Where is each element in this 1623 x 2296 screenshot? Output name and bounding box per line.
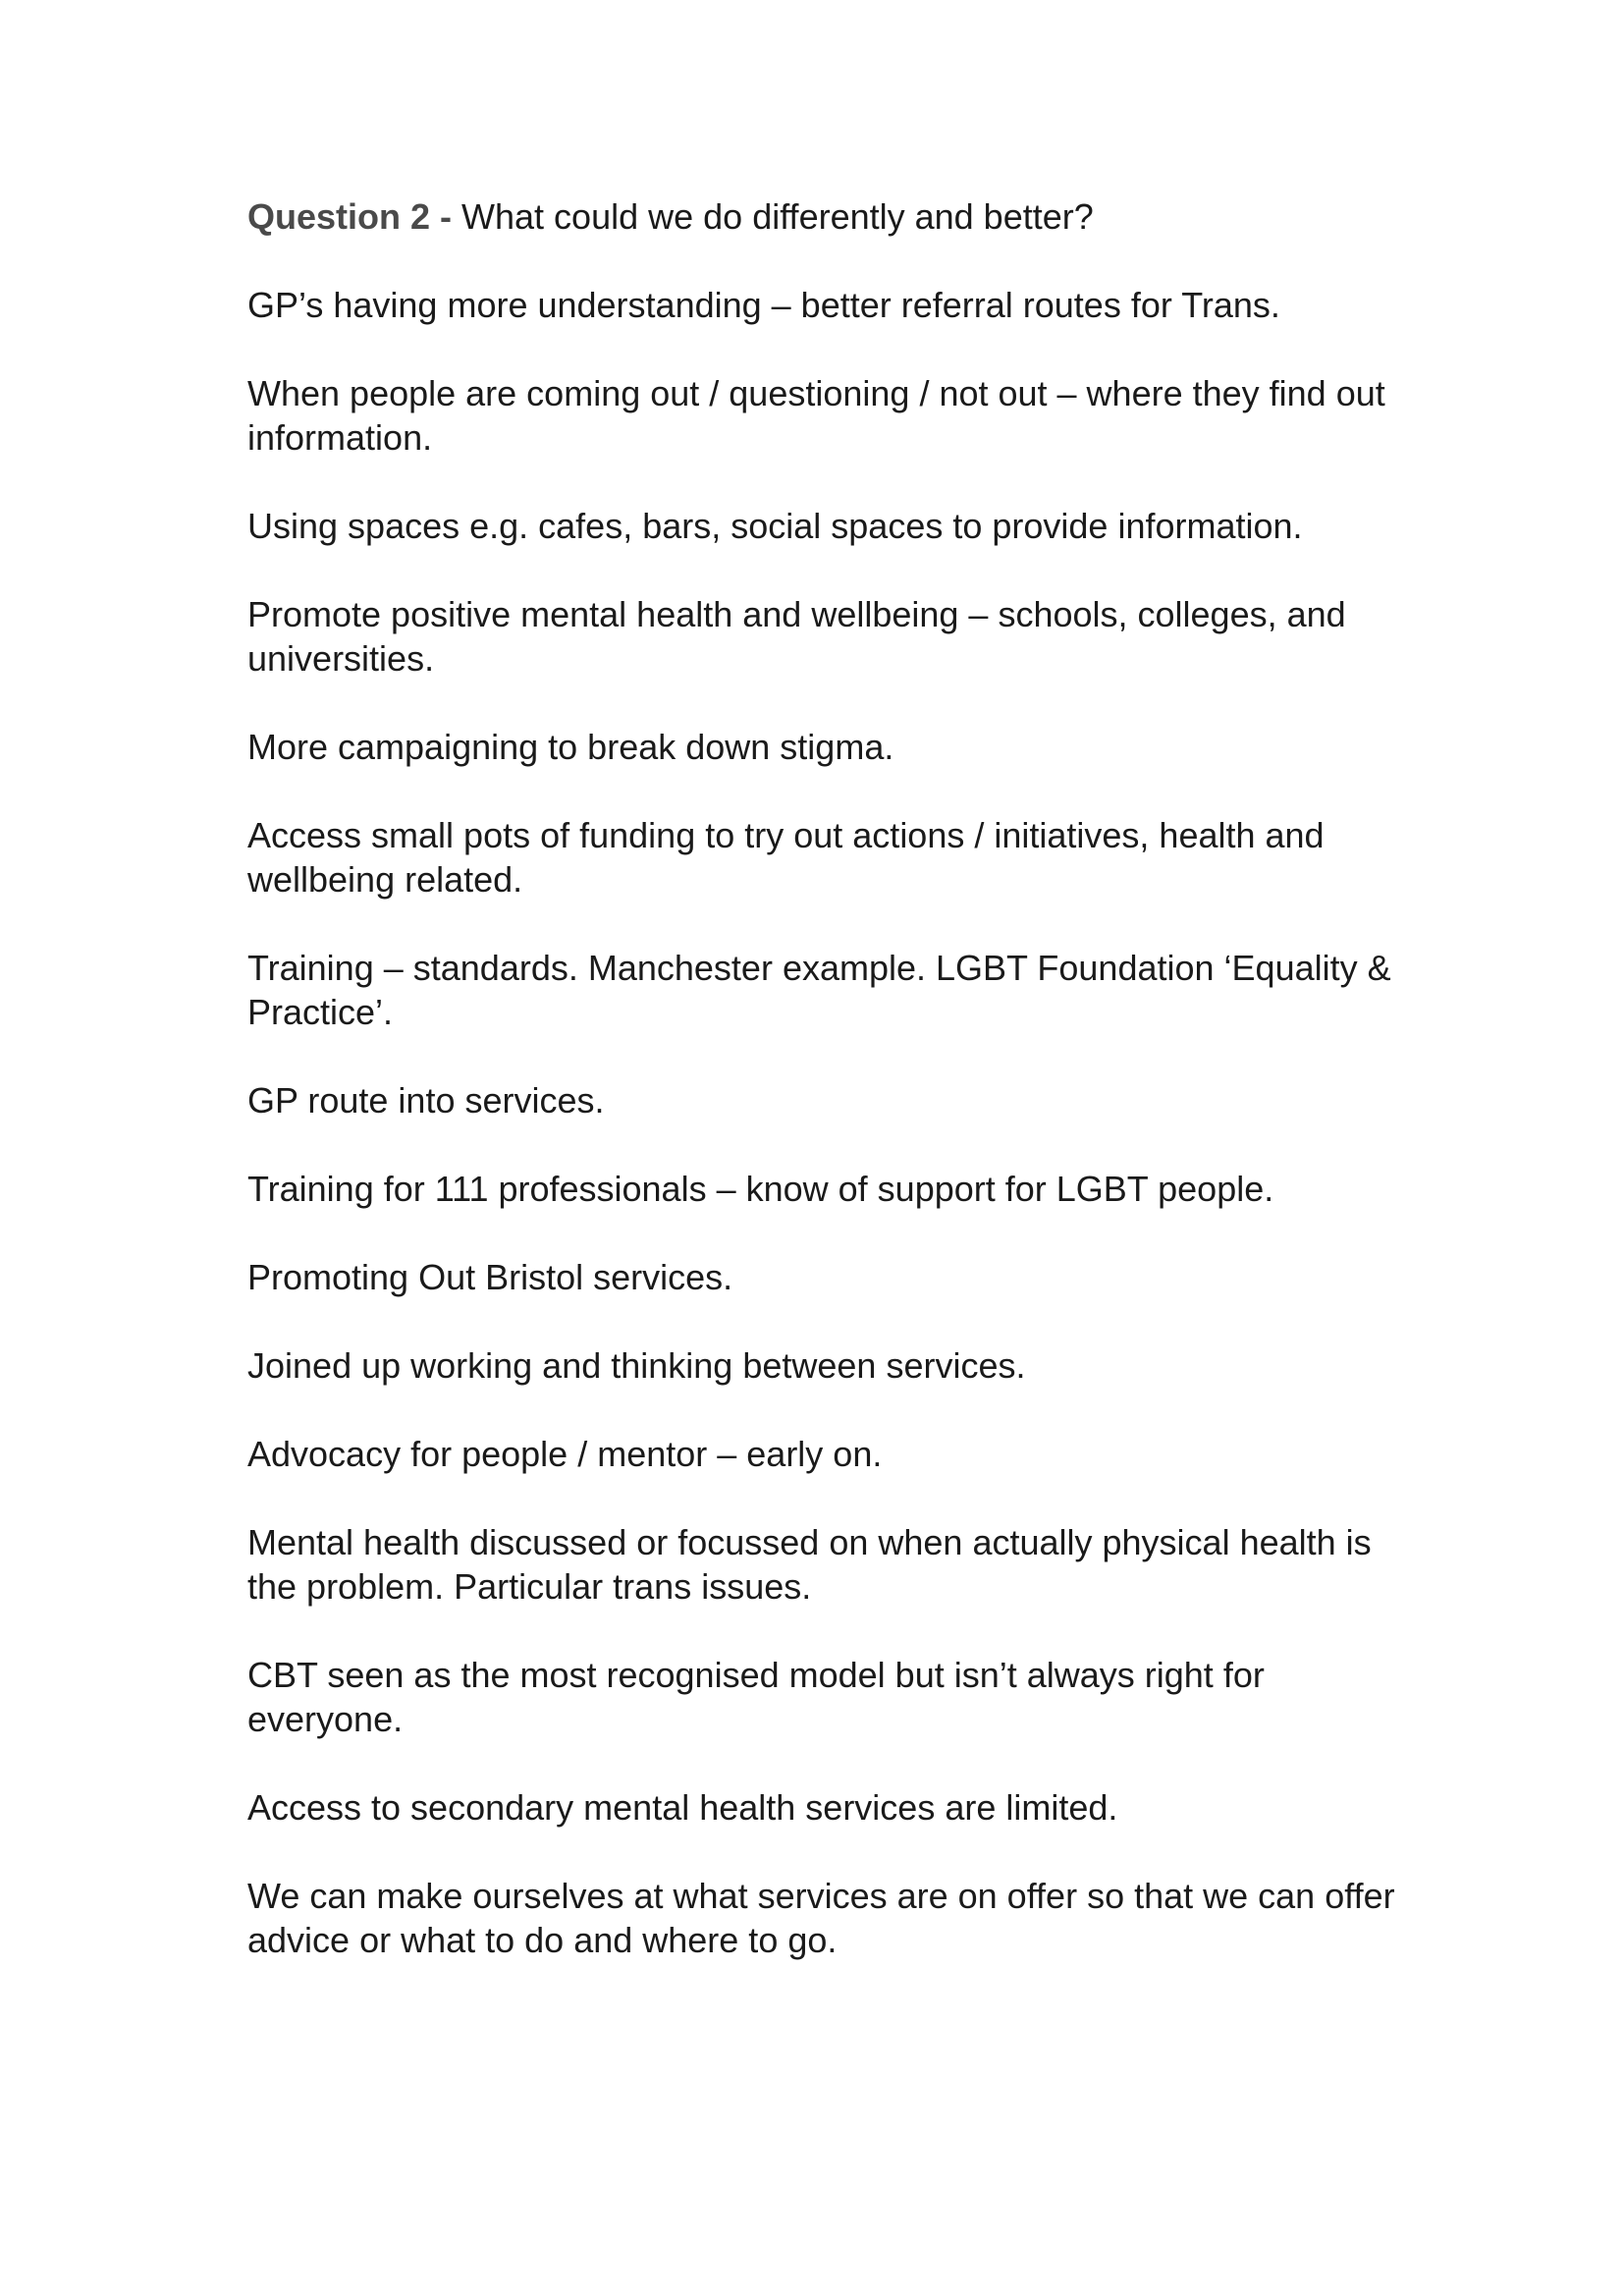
paragraph-advice: We can make ourselves at what services are on offer so that we can offer advice or what to do and where to go. [247,1876,1395,1960]
paragraph-funding: Access small pots of funding to try out actions / initiatives, health and wellbeing related. [247,815,1325,900]
question-heading [247,194,1406,239]
paragraph-cbt: CBT seen as the most recognised model but isn’t always right for everyone. [247,1655,1265,1739]
paragraph-advocacy: Advocacy for people / mentor – early on. [247,1434,883,1474]
document-body [247,194,1406,2006]
paragraph-joined-up: Joined up working and thinking between services. [247,1345,1026,1386]
paragraph-campaigning: More campaigning to break down stigma. [247,727,894,767]
paragraph-coming-out: When people are coming out / questioning / not out – where they find out information. [247,373,1385,458]
paragraph-gp-understanding: GP’s having more understanding – better referral routes for Trans. [247,285,1280,325]
paragraph-using-spaces: Using spaces e.g. cafes, bars, social spaces to provide information. [247,506,1303,546]
paragraph-training-111: Training for 111 professionals – know of support for LGBT people. [247,1169,1274,1209]
question-label: Question 2 - [247,196,453,237]
paragraph-secondary-services: Access to secondary mental health services are limited. [247,1787,1118,1828]
paragraph-training-standards: Training – standards. Manchester example. LGBT Foundation ‘Equality & Practice’. [247,948,1391,1032]
question-text: What could we do differently and better? [452,196,1094,237]
paragraph-out-bristol: Promoting Out Bristol services. [247,1257,733,1297]
paragraph-promote-mental-health: Promote positive mental health and wellbeing – schools, colleges, and universities. [247,594,1346,679]
paragraph-gp-route: GP route into services. [247,1080,605,1121]
paragraph-mental-physical: Mental health discussed or focussed on when actually physical health is the problem. Particular trans issues. [247,1522,1372,1607]
